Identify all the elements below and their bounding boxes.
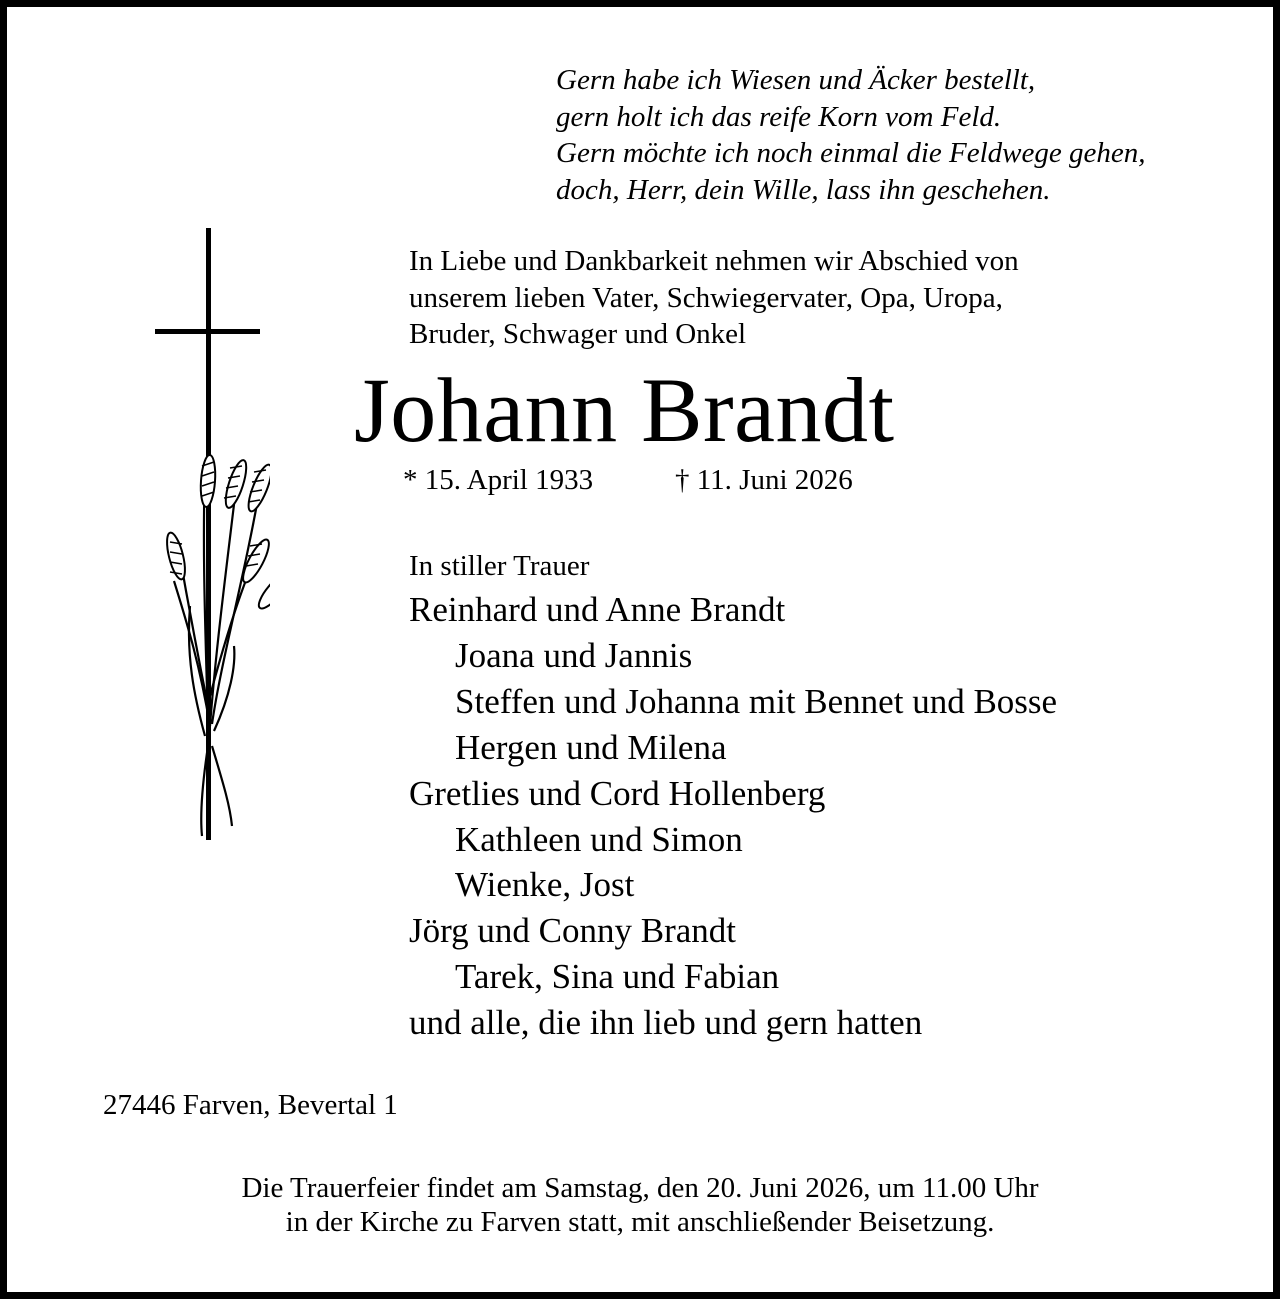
mourner-line: Joana und Jannis: [455, 635, 693, 675]
mourner-line: Jörg und Conny Brandt: [409, 911, 736, 951]
birth-date: * 15. April 1933: [403, 464, 594, 496]
ceremony-line: in der Kirche zu Farven statt, mit anschließender Beisetzung.: [285, 1206, 995, 1238]
intro-line: In Liebe und Dankbarkeit nehmen wir Abschied von: [409, 245, 1019, 277]
mourners-list: [409, 587, 1057, 1046]
mourners-intro: In stiller Trauer: [409, 550, 590, 582]
death-date: † 11. Juni 2026: [675, 464, 853, 496]
mourner-line: Kathleen und Simon: [455, 819, 743, 859]
poem: [556, 62, 1145, 208]
mourner-line: und alle, die ihn lieb und gern hatten: [409, 1003, 923, 1043]
poem-line: Gern habe ich Wiesen und Äcker bestellt,: [556, 64, 1036, 96]
intro-text: [409, 243, 1019, 353]
intro-line: unserem lieben Vater, Schwiegervater, Opa, Uropa,: [409, 281, 1003, 314]
cross-with-wheat-icon: [150, 226, 270, 846]
poem-line: Gern möchte ich noch einmal die Feldwege gehen,: [556, 137, 1146, 169]
address: 27446 Farven, Bevertal 1: [103, 1089, 398, 1121]
mourner-line: Tarek, Sina und Fabian: [455, 957, 780, 997]
mourner-line: Wienke, Jost: [455, 865, 635, 905]
poem-line: gern holt ich das reife Korn vom Feld.: [556, 100, 1002, 133]
intro-line: Bruder, Schwager und Onkel: [409, 318, 747, 350]
ceremony-line: Die Trauerfeier findet am Samstag, den 20. Juni 2026, um 11.00 Uhr: [241, 1172, 1039, 1204]
deceased-name: Johann Brandt: [354, 359, 895, 461]
mourner-line: Steffen und Johanna mit Bennet und Bosse: [455, 681, 1058, 721]
mourner-line: Hergen und Milena: [455, 727, 727, 767]
ceremony-info: [0, 1171, 1280, 1239]
mourner-line: Reinhard und Anne Brandt: [409, 590, 786, 629]
poem-line: doch, Herr, dein Wille, lass ihn geschehen.: [556, 173, 1051, 206]
mourner-line: Gretlies und Cord Hollenberg: [409, 773, 826, 813]
